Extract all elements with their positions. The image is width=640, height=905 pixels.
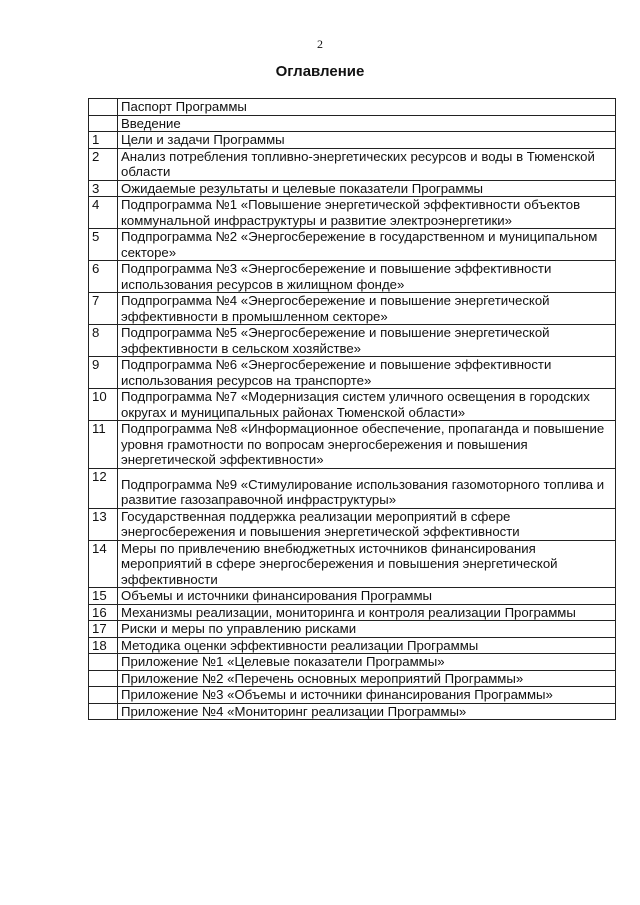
- table-row: [89, 229, 616, 261]
- toc-section-title: Подпрограмма №6 «Энергосбережение и повышение эффективности использования ресурсов на транспорте»: [118, 357, 616, 389]
- table-row: [89, 261, 616, 293]
- toc-section-number: [89, 654, 118, 671]
- toc-section-number: 15: [89, 588, 118, 605]
- table-row: [89, 325, 616, 357]
- toc-section-title: Приложение №1 «Целевые показатели Программы»: [118, 654, 616, 671]
- toc-section-number: 4: [89, 197, 118, 229]
- toc-section-title: Подпрограмма №4 «Энергосбережение и повышение энергетической эффективности в промышленном секторе»: [118, 293, 616, 325]
- toc-section-title: Подпрограмма №5 «Энергосбережение и повышение энергетической эффективности в сельском хозяйстве»: [118, 325, 616, 357]
- toc-section-number: 10: [89, 389, 118, 421]
- table-row: [89, 703, 616, 720]
- toc-section-title: Анализ потребления топливно-энергетических ресурсов и воды в Тюменской области: [118, 148, 616, 180]
- toc-section-title: Цели и задачи Программы: [118, 132, 616, 149]
- table-row: [89, 132, 616, 149]
- toc-section-title: Подпрограмма №7 «Модернизация систем уличного освещения в городских округах и муниципальных районах Тюменской области»: [118, 389, 616, 421]
- table-row: [89, 115, 616, 132]
- toc-section-number: 6: [89, 261, 118, 293]
- table-row: [89, 604, 616, 621]
- table-row: [89, 508, 616, 540]
- table-row: [89, 99, 616, 116]
- table-row: [89, 621, 616, 638]
- toc-section-number: 13: [89, 508, 118, 540]
- table-row: [89, 389, 616, 421]
- toc-section-title: Приложение №2 «Перечень основных мероприятий Программы»: [118, 670, 616, 687]
- toc-section-number: [89, 115, 118, 132]
- toc-section-number: [89, 99, 118, 116]
- page-number: 2: [317, 37, 323, 51]
- toc-section-title: Подпрограмма №2 «Энергосбережение в государственном и муниципальном секторе»: [118, 229, 616, 261]
- table-row: [89, 637, 616, 654]
- toc-section-number: 18: [89, 637, 118, 654]
- toc-section-number: 5: [89, 229, 118, 261]
- toc-section-number: 16: [89, 604, 118, 621]
- toc-section-number: [89, 670, 118, 687]
- table-of-contents: [88, 98, 616, 720]
- toc-section-title: Объемы и источники финансирования Программы: [118, 588, 616, 605]
- toc-section-number: 2: [89, 148, 118, 180]
- toc-section-title: Ожидаемые результаты и целевые показатели Программы: [118, 180, 616, 197]
- page-title: Оглавление: [275, 63, 365, 80]
- table-row: [89, 421, 616, 469]
- table-row: [89, 357, 616, 389]
- toc-section-title: Государственная поддержка реализации мероприятий в сфере энергосбережения и повышения энергетической эффективности: [118, 508, 616, 540]
- toc-section-number: [89, 703, 118, 720]
- toc-section-number: 14: [89, 540, 118, 588]
- toc-section-title: Подпрограмма №3 «Энергосбережение и повышение эффективности использования ресурсов в жилищном фонде»: [118, 261, 616, 293]
- toc-section-title: Подпрограмма №9 «Стимулирование использования газомоторного топлива и развитие газозаправочной инфраструктуры»: [118, 468, 616, 508]
- table-row: [89, 654, 616, 671]
- toc-section-number: 11: [89, 421, 118, 469]
- toc-section-title: Подпрограмма №1 «Повышение энергетической эффективности объектов коммунальной инфраструктуры и развитие электроэнергетики»: [118, 197, 616, 229]
- toc-section-number: 17: [89, 621, 118, 638]
- toc-section-number: 7: [89, 293, 118, 325]
- toc-section-title: Механизмы реализации, мониторинга и контроля реализации Программы: [118, 604, 616, 621]
- table-row: [89, 540, 616, 588]
- table-row: [89, 468, 616, 508]
- toc-section-number: 9: [89, 357, 118, 389]
- toc-section-number: 3: [89, 180, 118, 197]
- toc-section-number: 1: [89, 132, 118, 149]
- toc-body: [89, 99, 616, 720]
- toc-section-title: Приложение №4 «Мониторинг реализации Программы»: [118, 703, 616, 720]
- table-row: [89, 293, 616, 325]
- toc-section-number: 8: [89, 325, 118, 357]
- table-row: [89, 670, 616, 687]
- table-row: [89, 588, 616, 605]
- table-row: [89, 197, 616, 229]
- toc-section-number: [89, 687, 118, 704]
- toc-section-title: Подпрограмма №8 «Информационное обеспечение, пропаганда и повышение уровня грамотности по вопросам энергосбережения и повышения энергетической эффективности»: [118, 421, 616, 469]
- table-row: [89, 180, 616, 197]
- toc-section-title: Риски и меры по управлению рисками: [118, 621, 616, 638]
- toc-section-title: Паспорт Программы: [118, 99, 616, 116]
- table-row: [89, 687, 616, 704]
- toc-section-title: Приложение №3 «Объемы и источники финансирования Программы»: [118, 687, 616, 704]
- toc-section-number: 12: [89, 468, 118, 508]
- table-row: [89, 148, 616, 180]
- toc-section-title: Введение: [118, 115, 616, 132]
- toc-section-title: Методика оценки эффективности реализации Программы: [118, 637, 616, 654]
- toc-section-title: Меры по привлечению внебюджетных источников финансирования мероприятий в сфере энергосбережения и повышения энергетической эффективности: [118, 540, 616, 588]
